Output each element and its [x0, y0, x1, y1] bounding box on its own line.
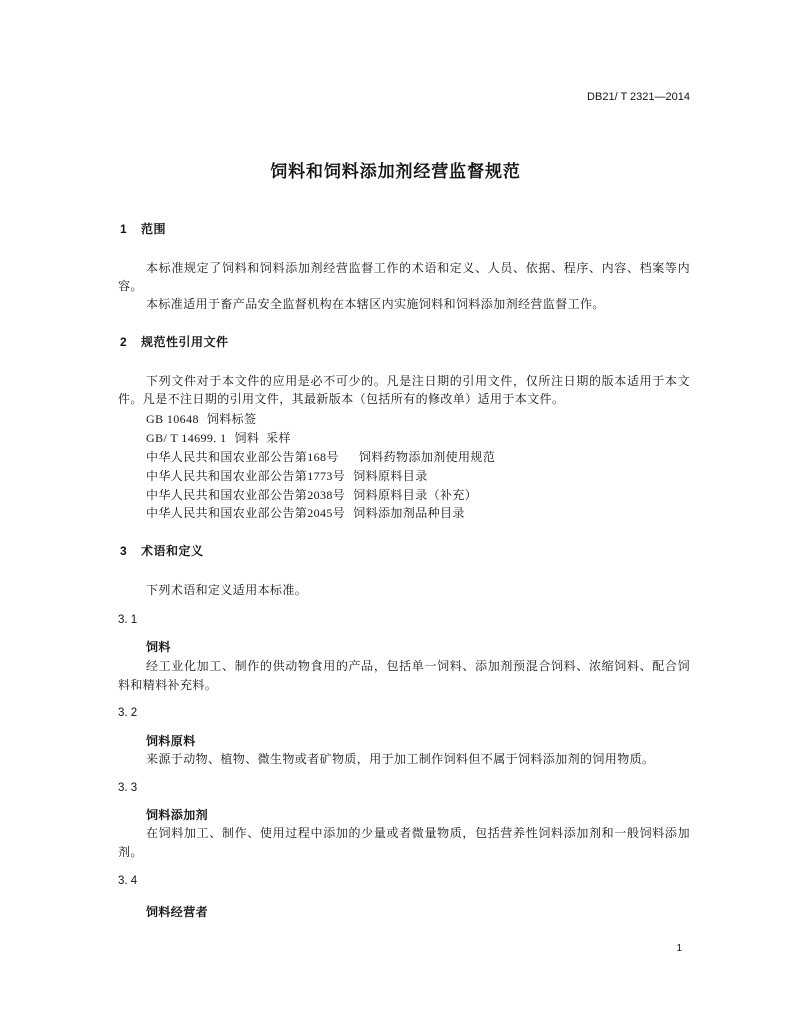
reference-code: GB 10648 — [146, 412, 199, 426]
term-number: 3. 1 — [118, 614, 138, 626]
reference-title: 饲料 采样 — [234, 431, 291, 445]
reference-title: 饲料原料目录（补充） — [353, 488, 478, 502]
section-2-heading — [120, 334, 229, 350]
scope-paragraph-1-line-2: 容。 — [118, 279, 143, 293]
reference-code: GB/ T 14699. 1 — [146, 431, 227, 445]
term-name: 饲料经营者 — [146, 905, 209, 919]
term-name: 饲料 — [146, 640, 171, 654]
reference-title: 饲料标签 — [206, 412, 257, 426]
page-number: 1 — [676, 943, 682, 954]
reference-item — [146, 487, 477, 503]
reference-title: 饲料原料目录 — [353, 469, 428, 483]
term-definition-line-2: 料和精料补充料。 — [118, 678, 218, 692]
refs-intro-line-1: 下列文件对于本文件的应用是必不可少的。凡是注日期的引用文件，仅所注日期的版本适用于本文 — [146, 374, 690, 388]
reference-title: 饲料药物添加剂使用规范 — [358, 450, 496, 464]
term-number: 3. 3 — [118, 782, 138, 794]
document-code: DB21/ T 2321—2014 — [587, 91, 690, 103]
section-1-heading — [120, 221, 166, 237]
section-number: 3 — [120, 544, 128, 558]
scope-paragraph-2: 本标准适用于畜产品安全监督机构在本辖区内实施饲料和饲料添加剂经营监督工作。 — [146, 297, 605, 311]
term-definition-line-1: 经工业化加工、制作的供动物食用的产品，包括单一饲料、添加剂预混合饲料、浓缩饲料、配合饲 — [146, 659, 690, 673]
reference-item — [146, 411, 256, 427]
scope-paragraph-1-line-1: 本标准规定了饲料和饲料添加剂经营监督工作的术语和定义、人员、依据、程序、内容、档案等内 — [146, 261, 690, 275]
section-number: 2 — [120, 335, 128, 349]
section-3-heading — [120, 543, 204, 559]
section-title: 规范性引用文件 — [141, 335, 229, 349]
term-definition-line-1: 在饲料加工、制作、使用过程中添加的少量或者微量物质，包括营养性饲料添加剂和一般饲料添加 — [146, 826, 690, 840]
term-name: 饲料添加剂 — [146, 808, 209, 822]
section-title: 范围 — [141, 222, 167, 236]
term-number: 3. 2 — [118, 707, 138, 719]
document-title: 饲料和饲料添加剂经营监督规范 — [270, 162, 521, 181]
reference-code: 中华人民共和国农业部公告第2045号 — [146, 506, 346, 520]
reference-item — [146, 505, 465, 521]
term-definition-line-2: 剂。 — [118, 845, 143, 859]
term-name: 饲料原料 — [146, 734, 196, 748]
section-number: 1 — [120, 222, 128, 236]
reference-code: 中华人民共和国农业部公告第2038号 — [146, 488, 346, 502]
term-number: 3. 4 — [118, 875, 138, 887]
reference-title: 饲料添加剂品种目录 — [353, 506, 465, 520]
term-definition-line-1: 来源于动物、植物、微生物或者矿物质，用于加工制作饲料但不属于饲料添加剂的饲用物质。 — [146, 752, 655, 766]
reference-item — [146, 430, 291, 446]
reference-code: 中华人民共和国农业部公告第1773号 — [146, 469, 346, 483]
reference-code: 中华人民共和国农业部公告第168号 — [146, 450, 339, 464]
reference-item — [146, 449, 495, 465]
section-title: 术语和定义 — [141, 544, 204, 558]
terms-intro: 下列术语和定义适用本标准。 — [146, 583, 308, 597]
refs-intro-line-2: 件。凡是不注日期的引用文件，其最新版本（包括所有的修改单）适用于本文件。 — [118, 392, 565, 406]
reference-item — [146, 468, 428, 484]
